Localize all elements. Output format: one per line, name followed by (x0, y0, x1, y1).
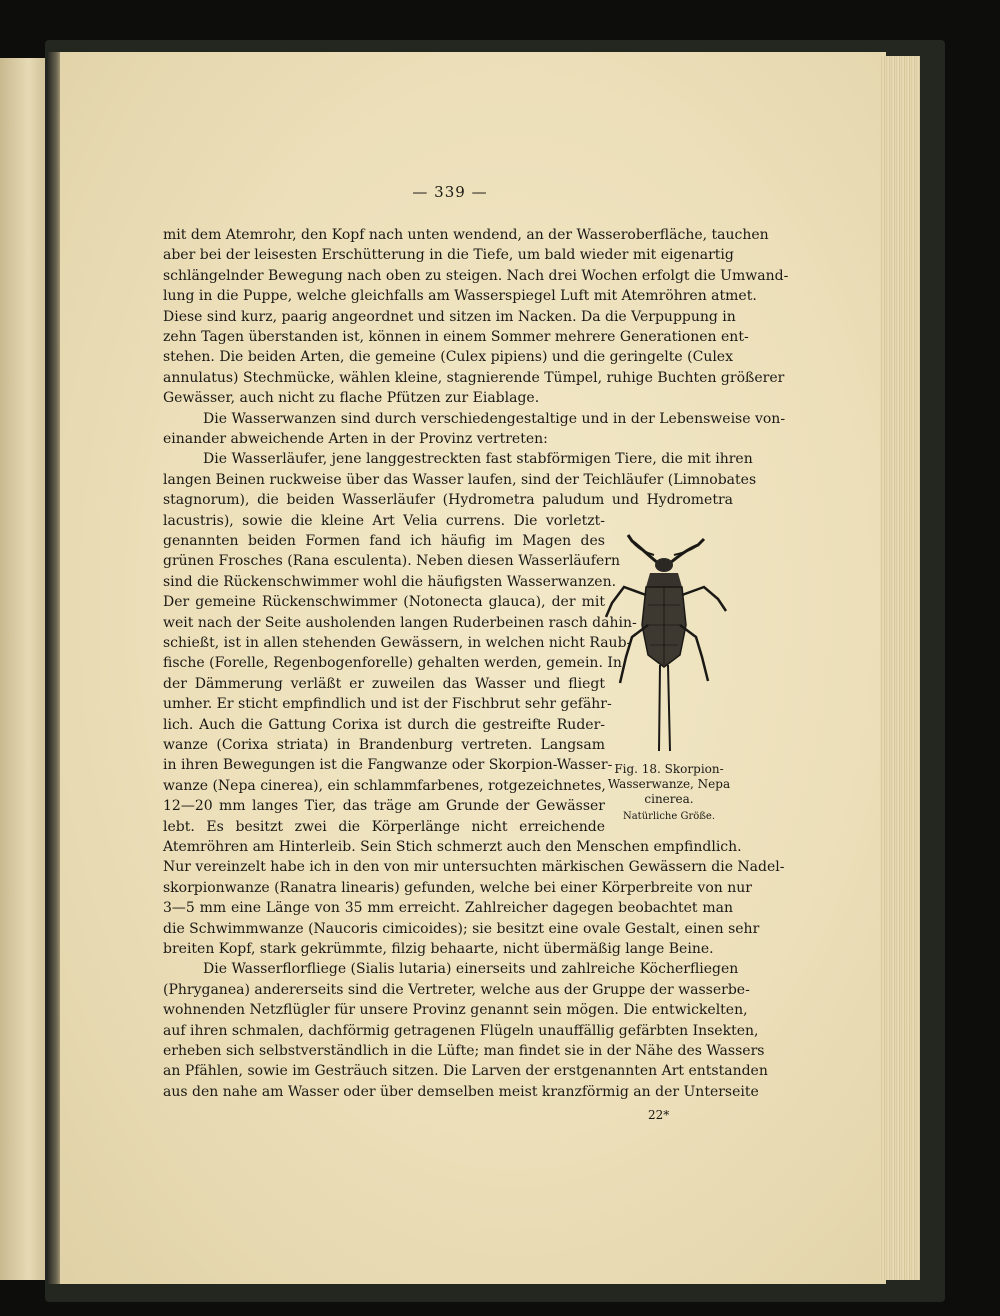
text-line: lich. Auch die Gattung Corixa ist durch die gestreifte Ruder- (163, 716, 605, 733)
figure-caption (598, 762, 740, 824)
text-line: auf ihren schmalen, dachförmig getragenen Flügeln unauffällig gefärbten Insekten, (163, 1022, 759, 1039)
text-line: Atemröhren am Hinterleib. Sein Stich schmerzt auch den Menschen empfindlich. (163, 839, 742, 855)
text-line: wohnenden Netzflügler für unsere Provinz genannt sein mögen. Die entwickelten, (163, 1002, 748, 1019)
text-line: Die Wasserläufer, jene langgestreckten fast stabförmigen Tiere, die mit ihren (203, 451, 753, 468)
left-page-edge (0, 58, 48, 1280)
text-line: lebt. Es besitzt zwei die Körperlänge nicht erreichende (163, 818, 605, 835)
text-line: skorpionwanze (Ranatra linearis) gefunden, welche bei einer Körperbreite von nur (163, 879, 752, 896)
text-line: fische (Forelle, Regenbogenforelle) gehalten werden, gemein. In (163, 655, 622, 672)
text-line: weit nach der Seite ausholenden langen Ruderbeinen rasch dahin- (163, 614, 637, 631)
text-line: lacustris), sowie die kleine Art Velia currens. Die vorletzt- (163, 512, 605, 529)
page-edges (880, 56, 920, 1280)
text-line: Die Wasserwanzen sind durch verschiedengestaltige und in der Lebensweise von- (203, 410, 786, 427)
text-line: stagnorum), die beiden Wasserläufer (Hydrometra paludum und Hydrometra (163, 492, 733, 509)
text-line: umher. Er sticht empfindlich und ist der Fischbrut sehr gefähr- (163, 696, 612, 713)
text-line: zehn Tagen überstanden ist, können in einem Sommer mehrere Generationen ent- (163, 329, 749, 345)
signature-mark: 22* (648, 1108, 670, 1122)
text-line: erheben sich selbstverständlich in die Lüfte; man findet sie in der Nähe des Wassers (163, 1043, 765, 1059)
page-number: — 339 — (412, 183, 488, 201)
text-line: Nur vereinzelt habe ich in den von mir untersuchten märkischen Gewässern die Nadel- (163, 859, 785, 876)
text-line: 3—5 mm eine Länge von 35 mm erreicht. Zahlreicher dagegen beobachtet man (163, 900, 733, 917)
text-line: die Schwimmwanze (Naucoris cimicoides); sie besitzt eine ovale Gestalt, einen sehr (163, 920, 760, 937)
text-line: an Pfählen, sowie im Gesträuch sitzen. Die Larven der erstgenannten Art entstanden (163, 1063, 768, 1080)
text-line: wanze (Corixa striata) in Brandenburg vertreten. Langsam (163, 737, 605, 753)
text-line: einander abweichende Arten in der Provinz vertreten: (163, 431, 548, 447)
text-line: grünen Frosches (Rana esculenta). Neben diesen Wasserläufern (163, 553, 620, 570)
text-line: mit dem Atemrohr, den Kopf nach unten wendend, an der Wasseroberfläche, tauchen (163, 227, 769, 243)
text-line: annulatus) Stechmücke, wählen kleine, stagnierende Tümpel, ruhige Buchten größerer (163, 369, 785, 386)
text-line: der Dämmerung verläßt er zuweilen das Wasser und fliegt (163, 675, 605, 692)
text-line: wanze (Nepa cinerea), ein schlammfarbenes, rotgezeichnetes, (163, 777, 606, 794)
text-line: 12—20 mm langes Tier, das träge am Grunde der Gewässer (163, 798, 605, 815)
text-line: Die Wasserflorfliege (Sialis lutaria) einerseits und zahlreiche Köcherfliegen (203, 961, 739, 978)
text-line: in ihren Bewegungen ist die Fangwanze oder Skorpion-Wasser- (163, 757, 613, 774)
caption-note: Natürliche Größe. (622, 811, 716, 822)
caption-text: Fig. 18. Skorpion-Wasserwanze, Nepa cinerea. (607, 762, 731, 806)
text-line: genannten beiden Formen fand ich häufig im Magen des (163, 533, 605, 549)
text-line: schlängelnder Bewegung nach oben zu steigen. Nach drei Wochen erfolgt die Umwand- (163, 267, 789, 284)
text-line: schießt, ist in allen stehenden Gewässern, in welchen nicht Raub- (163, 635, 632, 651)
text-line: Der gemeine Rückenschwimmer (Notonecta glauca), der mit (163, 594, 605, 611)
text-line: Gewässer, auch nicht zu flache Pfützen zur Eiablage. (163, 390, 540, 407)
text-line: aber bei der leisesten Erschütterung in die Tiefe, um bald wieder mit eigenartig (163, 247, 734, 264)
text-line: sind die Rückenschwimmer wohl die häufigsten Wasserwanzen. (163, 573, 617, 590)
text-line: stehen. Die beiden Arten, die gemeine (Culex pipiens) und die geringelte (Culex (163, 349, 733, 366)
text-line: langen Beinen ruckweise über das Wasser laufen, sind der Teichläufer (Limnobates (163, 471, 757, 488)
text-line: (Phryganea) andererseits sind die Vertreter, welche aus der Gruppe der wasserbe- (163, 981, 750, 998)
text-line: aus den nahe am Wasser oder über demselben meist kranzförmig an der Unterseite (163, 1083, 759, 1100)
water-scorpion-illustration-icon (598, 525, 738, 765)
text-line: breiten Kopf, stark gekrümmte, filzig behaarte, nicht übermäßig lange Beine. (163, 941, 714, 957)
text-line: lung in die Puppe, welche gleichfalls am Wasserspiegel Luft mit Atemröhren atmet. (163, 288, 757, 305)
text-line: Diese sind kurz, paarig angeordnet und sitzen im Nacken. Da die Verpuppung in (163, 308, 736, 325)
